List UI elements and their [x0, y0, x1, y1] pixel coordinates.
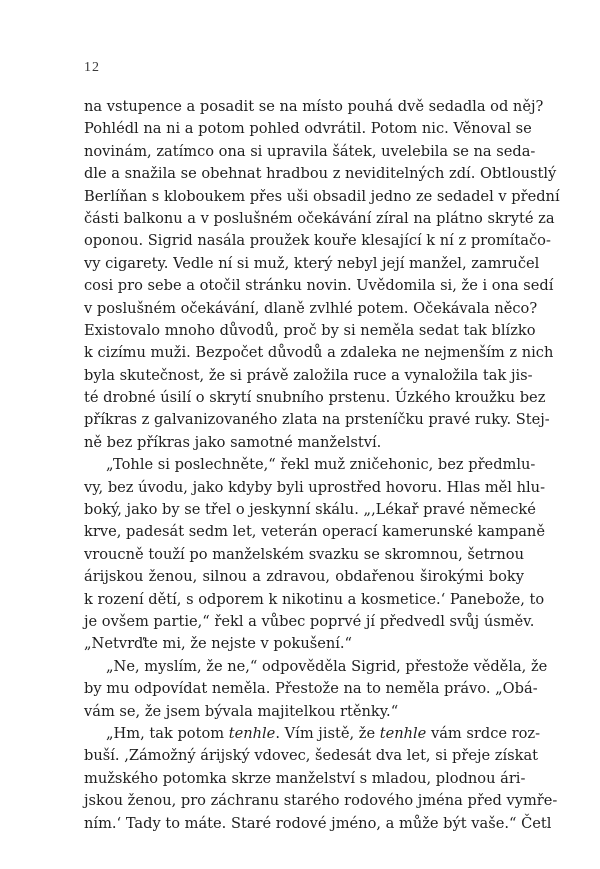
text-line: k rození dětí, s odporem k nikotinu a kosmetice.‘ Panebože, to [84, 590, 545, 608]
text-line: je ovšem partie,“ řekl a vůbec poprvé jí předvedl svůj úsměv. [84, 612, 535, 630]
text-line: „Ne, myslím, že ne,“ odpověděla Sigrid, přestože věděla, že [106, 657, 548, 675]
text-line: buší. ‚Zámožný árijský vdovec, šedesát dva let, si přeje získat [84, 747, 539, 765]
text-line: vroucně touží po manželském svazku se skromnou, šetrnou [84, 545, 524, 563]
text-line: té drobné úsilí o skrytí snubního prstenu. Úzkého kroužku bez [84, 389, 546, 407]
text-line: vy cigarety. Vedle ní si muž, který nebyl její manžel, zamručel [84, 254, 540, 272]
text-line: na vstupence a posadit se na místo pouhá dvě sedadla od něj? [84, 98, 544, 115]
text-line: příkras z galvanizovaného zlata na prsteníčku pravé ruky. Stej- [84, 411, 550, 429]
text-line: Existovalo mnoho důvodů, proč by si neměla sedat tak blízko [84, 321, 536, 339]
text-line: „Tohle si poslechněte,“ řekl muž zničehonic, bez předmlu- [106, 456, 536, 474]
text-line: ně bez příkras jako samotné manželství. [84, 433, 382, 451]
text-line: vám se, že jsem bývala majitelkou rtěnky.“ [84, 702, 399, 720]
text-line: oponou. Sigrid nasála proužek kouře klesající k ní z promítačo- [84, 232, 551, 250]
text-line: k cizímu muži. Bezpočet důvodů a zdaleka ne nejmenším z nich [84, 344, 554, 362]
text-line: novinám, zatímco ona si upravila šátek, uvelebila se na seda- [84, 142, 536, 160]
body-text [84, 96, 560, 835]
text-line: „Netvrďte mi, že nejste v pokušení.“ [84, 635, 353, 653]
text-line: mužského potomka skrze manželství s mladou, plodnou ári- [84, 769, 526, 787]
text-line: vy, bez úvodu, jako kdyby byli uprostřed hovoru. Hlas měl hlu- [84, 478, 546, 496]
text-line: ním.‘ Tady to máte. Staré rodové jméno, a může být vaše.“ Četl [84, 814, 552, 832]
text-line: boký, jako by se třel o jeskynní skálu. „‚Lékař pravé německé [84, 501, 536, 519]
text-line: krve, padesát sedm let, veterán operací kamerunské kampaně [84, 523, 545, 541]
text-line: jskou ženou, pro záchranu starého rodového jména před vymře- [84, 792, 558, 810]
text-line: Berlíňan s kloboukem přes uši obsadil jedno ze sedadel v přední [84, 187, 560, 205]
text-line: Pohlédl na ni a potom pohled odvrátil. Potom nic. Věnoval se [84, 120, 532, 138]
text-line: v poslušném očekávání, dlaně zvlhlé potem. Očekávala něco? [84, 299, 538, 317]
text-line: by mu odpovídat neměla. Přestože na to neměla právo. „Obá- [84, 680, 538, 698]
text-line: árijskou ženou, silnou a zdravou, obdařenou širokými boky [84, 568, 524, 586]
text-line: byla skutečnost, že si právě založila ruce a vynaložila tak jis- [84, 366, 533, 384]
text-line: cosi pro sebe a otočil stránku novin. Uvědomila si, že i ona sedí [84, 277, 554, 295]
text-line: „Hm, tak potom tenhle. Vím jistě, že tenhle vám srdce roz- [106, 724, 541, 742]
page-number: 12 [84, 60, 100, 75]
text-line: části balkonu a v poslušném očekávání zíral na plátno skryté za [84, 209, 555, 227]
text-line: dle a snažila se obehnat hradbou z neviditelných zdí. Obtloustlý [84, 165, 557, 183]
